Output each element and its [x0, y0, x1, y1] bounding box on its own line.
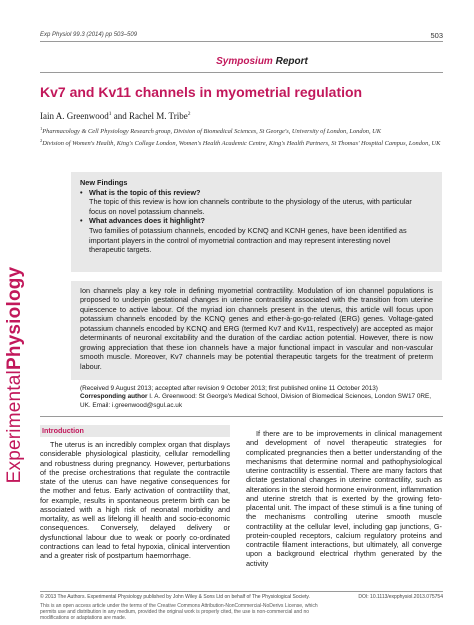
section-label-report: Report — [275, 56, 308, 67]
footer-divider — [40, 591, 443, 592]
affiliation-2 — [40, 137, 443, 149]
received-dates: (Received 9 August 2013; accepted after revision 9 October 2013; first published online 11 October 2013) — [80, 385, 378, 392]
corresponding-label: Corresponding author — [80, 393, 148, 401]
article-title: Kv7 and Kv11 channels in myometrial regulation — [40, 84, 363, 100]
author-2: Rachel M. Tribe — [128, 111, 188, 121]
page-number: 503 — [430, 31, 443, 40]
new-findings-box — [71, 172, 442, 272]
footer-copyright: © 2013 The Authors. Experimental Physiology published by John Wiley & Sons Ltd on behalf of The Physiological Society. — [40, 594, 310, 600]
bullet-icon: • — [80, 187, 83, 197]
author-2-sup: 2 — [187, 111, 191, 117]
findings-question-2 — [80, 216, 428, 226]
author-1-sup: 1 — [108, 111, 112, 117]
article-history — [80, 385, 440, 410]
corresponding-author — [80, 393, 440, 410]
author-1: Iain A. Greenwood — [40, 111, 109, 121]
sidebar-journal-name — [4, 267, 26, 484]
journal-citation: Exp Physiol 99.3 (2014) pp 503–509 — [40, 32, 138, 38]
findings-question-1 — [80, 188, 428, 198]
findings-question-2-text: What advances does it highlight? — [89, 216, 205, 226]
footer-license: This is an open access article under the terms of the Creative Commons Attribution-NonCommercial-NoDerivs License, which permits use and distribution in any medium, provided the original work is properly cited, the use is non-commercial and no modifications or adaptations are made. — [40, 603, 318, 622]
author-line — [40, 111, 191, 121]
abstract-box: Ion channels play a key role in defining myometrial contractility. Modulation of ion channel populations is proposed to underpin gestational changes in uterine contractility associated with the transition from uterine quiescence to active labour. Of the myriad ion channels present in the uterus, this article will focus upon potassium channels encoded by the KCNQ genes and ether-à-go-go-related (ERG) genes. Voltage-gated potassium channels encoded by KCNQ and ERG (termed Kv7 and Kv11, respectively) are accepted as major determinants of neuronal excitability and the duration of the cardiac action potential. However, there is now growing appreciation that these ion channels have a major functional impact in vascular and non-vascular smooth muscle. Moreover, Kv7 channels may be potential therapeutic targets for the treatment of preterm labour. — [71, 281, 442, 380]
bullet-icon: • — [80, 216, 83, 226]
new-findings-heading: New Findings — [80, 178, 128, 187]
affiliation-1-sup: 1 — [40, 126, 43, 131]
affiliations — [40, 125, 443, 148]
affiliation-1 — [40, 125, 443, 137]
sidebar-word-experimental: Experimental — [4, 370, 25, 484]
body-divider — [40, 416, 443, 417]
sidebar-word-physiology: Physiology — [4, 266, 25, 371]
section-label — [0, 56, 474, 67]
corresponding-details: I. A. Greenwood: St George's Medical School, Division of Biomedical Sciences, London SW17 0RE, UK. Email: i.greenwood@sgul.ac.uk — [80, 393, 432, 409]
affiliation-2-sup: 2 — [40, 137, 43, 143]
affiliation-1-text: Pharmacology & Cell Physiology Research group, Division of Biomedical Sciences, St George's, University of London, London, UK — [42, 128, 382, 136]
body-column-right: If there are to be improvements in clinical management and development of novel therapeutic strategies for complicated pregnancies then a better understanding of the mechanisms that determine normal and pathophysiological uterine contractility is essential. There are many factors that dictate gestational changes in uterine contractility, such as alterations in the steroid hormone environment, inflammation and uterine stretch that is exerted by the growing feto-placental unit. The impact of these stimuli is a fine tuning of the mechanisms controlling uterine smooth muscle contractility at the cellular level, including gap junctions, G-protein-coupled receptors, calcium regulatory proteins and contractile filament interactions, but ultimately, all converge upon a background electrical rhythm generated by the activity — [246, 429, 442, 568]
author-joiner: and — [111, 111, 129, 121]
affiliation-2-text: Division of Women's Health, King's College London, Women's Health Academic Centre, King's Health Partners, St Thomas' Hospital Campus, London, UK — [42, 139, 441, 147]
findings-answer-2: Two families of potassium channels, encoded by KCNQ and KCNH genes, have been identified as important players in the control of myometrial contraction and may represent interesting novel therapeutic targets. — [89, 225, 407, 255]
journal-sidebar — [3, 200, 27, 550]
top-divider — [40, 41, 443, 42]
findings-question-1-text: What is the topic of this review? — [89, 187, 201, 197]
footer-doi: DOI: 10.1113/expphysiol.2013.075754 — [358, 594, 443, 600]
introduction-heading: Introduction — [40, 425, 230, 437]
section-divider — [40, 72, 443, 73]
findings-answer-1: The topic of this review is how ion channels contribute to the physiology of the uterus, with particular focus on novel potassium channels. — [89, 197, 412, 216]
body-column-left: The uterus is an incredibly complex organ that displays considerable physiological plasticity, cellular remodelling and robustness during pregnancy. However, perturbations of the precise orchestrations that regulate the contractile state of the uterus can have negative consequences for the mother and fetus. Early activation of contractility that, for example, results in spontaneous preterm birth can be associated with a high risk of neonatal morbidity and mortality, as well as lifelong ill health and socio-economic consequences. Conversely, delayed delivery or dysfunctional labour due to weak or poorly co-ordinated contractions can lead to fetal hypoxia, clinical intervention and a greater risk of postpartum haemorrhage. — [40, 440, 230, 560]
section-label-symposium: Symposium — [216, 56, 273, 67]
